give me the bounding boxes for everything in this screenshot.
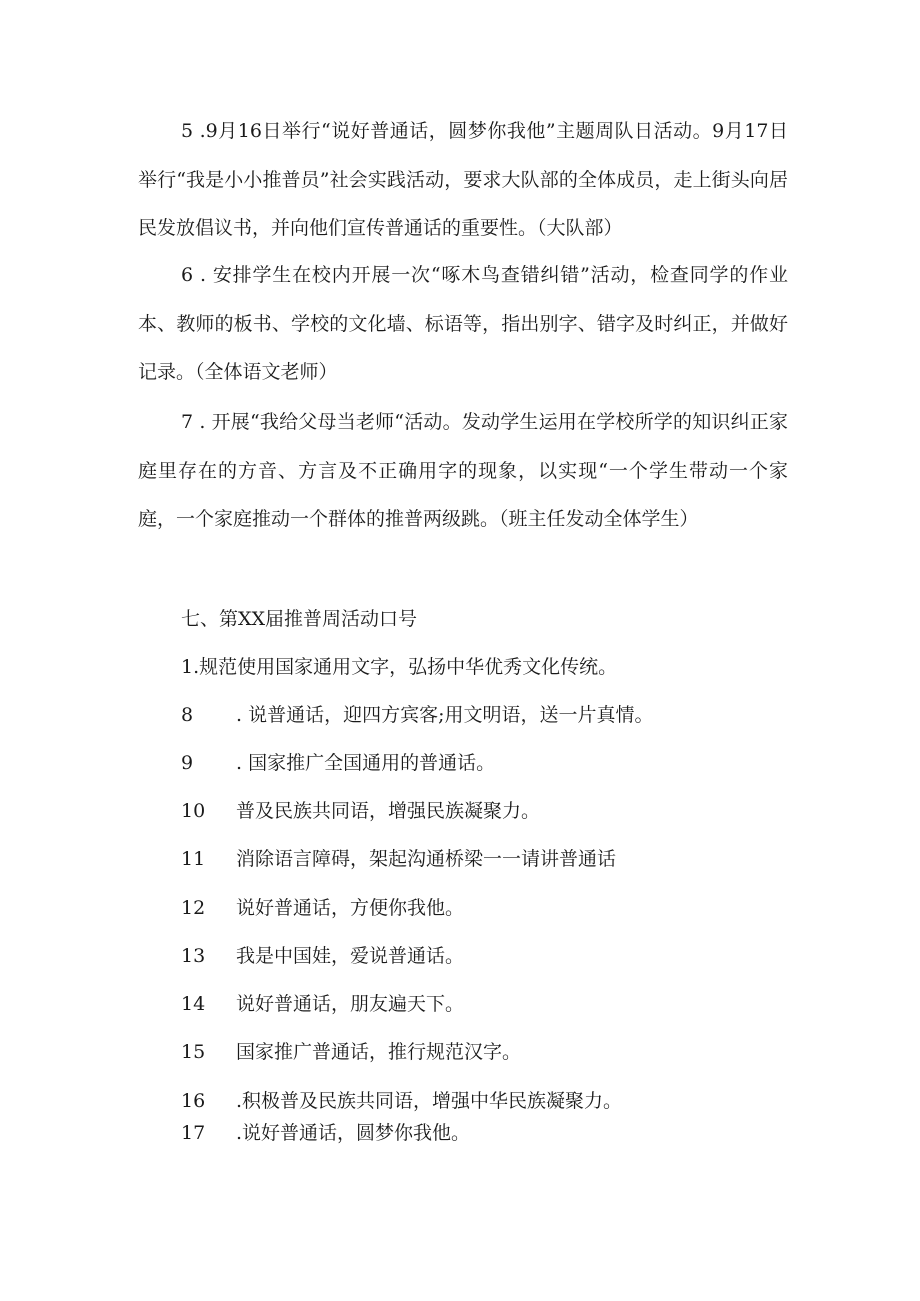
slogan-item (181, 944, 464, 968)
slogan-number: 9 (181, 752, 194, 774)
slogan-number: 10 (181, 800, 206, 822)
slogan-text: . 国家推广全国通用的普通话。 (236, 752, 496, 774)
slogan-item (181, 1089, 622, 1113)
slogan-text: .积极普及民族共同语，增强中华民族凝聚力。 (236, 1090, 623, 1112)
slogan-item (181, 847, 616, 871)
slogan-text: 国家推广普通话，推行规范汉字。 (236, 1041, 522, 1063)
slogan-item (181, 1040, 521, 1064)
slogan-text: 消除语言障碍，架起沟通桥梁一一请讲普通话 (236, 848, 617, 870)
slogan-number: 13 (181, 945, 206, 967)
slogan-number: 12 (181, 897, 206, 919)
slogan-item (181, 751, 495, 775)
paragraph-item-5: 5 .9月16日举行“说好普通话，圆梦你我他”主题周队日活动。9月17日举行“我是小小推普员”社会实践活动，要求大队部的全体成员，走上街头向居民发放倡议书，并向他们宣传普通话的重要性。（大队部） (138, 120, 788, 239)
slogan-text: .说好普通话，圆梦你我他。 (236, 1122, 471, 1144)
slogan-item (181, 992, 464, 1016)
slogan-number: 11 (181, 848, 206, 870)
slogan-item (181, 703, 653, 727)
slogan-number: 16 (181, 1090, 206, 1112)
slogan-number: 15 (181, 1041, 206, 1063)
slogan-text: 普及民族共同语，增强民族凝聚力。 (236, 800, 541, 822)
slogan-number: 17 (181, 1122, 206, 1144)
paragraph-item-6: 6 . 安排学生在校内开展一次“啄木鸟查错纠错”活动，检查同学的作业本、教师的板书、学校的文化墙、标语等，指出别字、错字及时纠正，并做好记录。（全体语文老师） (138, 264, 788, 383)
paragraph-item-7: 7 . 开展“我给父母当老师“活动。发动学生运用在学校所学的知识纠正家庭里存在的方音、方言及不正确用字的现象，以实现“一个学生带动一个家庭，一个家庭推动一个群体的推普两级跳。（班主任发动全体学生） (138, 411, 788, 530)
slogan-item-1: 1.规范使用国家通用文字，弘扬中华优秀文化传统。 (181, 656, 618, 678)
slogan-item (181, 896, 464, 920)
slogan-item (181, 1121, 470, 1145)
slogan-text: . 说普通话，迎四方宾客;用文明语，送一片真情。 (236, 704, 654, 726)
slogan-text: 我是中国娃，爱说普通话。 (236, 945, 465, 967)
slogan-number: 14 (181, 993, 206, 1015)
slogan-text: 说好普通话，朋友遍天下。 (236, 993, 465, 1015)
slogan-item (181, 799, 540, 823)
slogan-text: 说好普通话，方便你我他。 (236, 897, 465, 919)
section-heading: 七、第XX届推普周活动口号 (181, 608, 418, 630)
slogan-number: 8 (181, 704, 194, 726)
